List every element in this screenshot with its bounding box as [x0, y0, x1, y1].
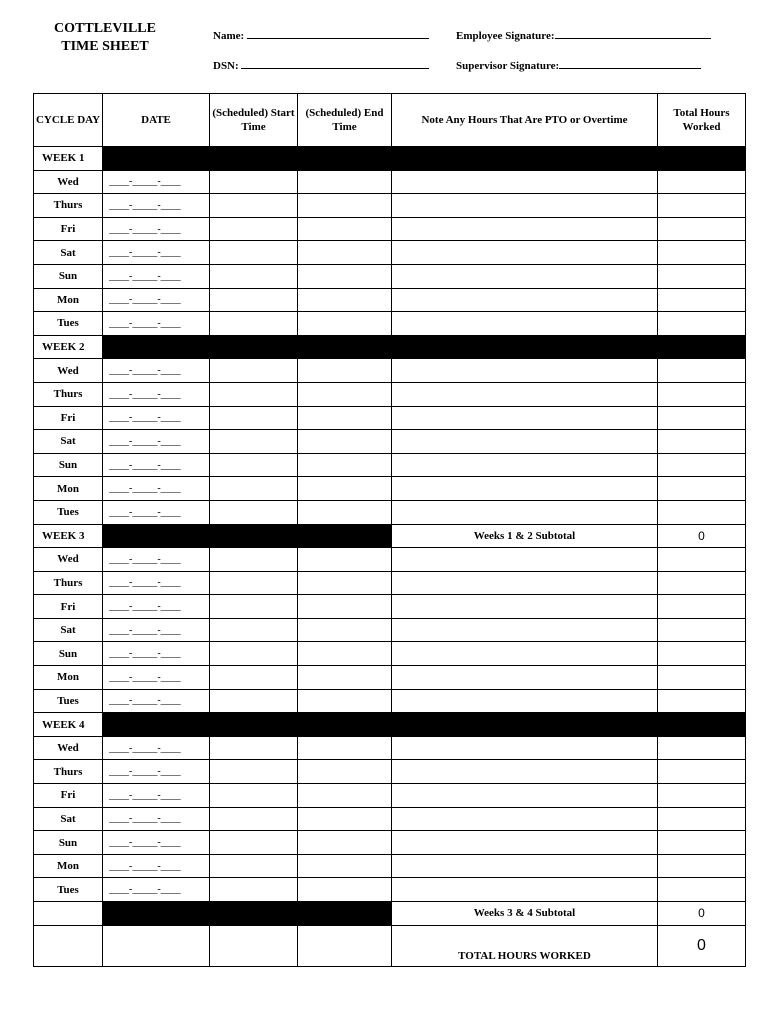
start-time-cell[interactable]: [210, 642, 298, 666]
week-bar: [103, 713, 746, 737]
day-label: Wed: [34, 170, 103, 194]
table-row: [34, 194, 746, 218]
employee-signature-line[interactable]: [555, 29, 711, 39]
end-time-cell[interactable]: [298, 288, 392, 312]
col-note: Note Any Hours That Are PTO or Overtime: [392, 94, 658, 147]
dsn-label: DSN:: [213, 60, 239, 72]
week-header-row: [34, 713, 746, 737]
date-field[interactable]: ____-_____-____: [103, 264, 210, 288]
total-hours-cell[interactable]: [658, 807, 746, 831]
table-row: [34, 878, 746, 902]
total-hours-cell[interactable]: [658, 217, 746, 241]
total-hours-cell[interactable]: [658, 595, 746, 619]
note-cell[interactable]: [392, 736, 658, 760]
table-row: [34, 548, 746, 572]
subtotal-label: Weeks 3 & 4 Subtotal: [392, 902, 658, 926]
start-time-cell[interactable]: [210, 689, 298, 713]
end-time-cell[interactable]: [298, 831, 392, 855]
note-cell[interactable]: [392, 571, 658, 595]
title-line-1: COTTLEVILLE: [54, 21, 156, 36]
date-field[interactable]: ____-_____-____: [103, 288, 210, 312]
note-cell[interactable]: [392, 194, 658, 218]
table-row: [34, 170, 746, 194]
empty-cell: [210, 925, 298, 966]
total-hours-cell[interactable]: [658, 288, 746, 312]
day-label: Tues: [34, 500, 103, 524]
end-time-cell[interactable]: [298, 264, 392, 288]
table-row: [34, 571, 746, 595]
date-field[interactable]: ____-_____-____: [103, 595, 210, 619]
end-time-cell[interactable]: [298, 406, 392, 430]
date-field[interactable]: ____-_____-____: [103, 807, 210, 831]
week-label: WEEK 3: [34, 524, 103, 548]
start-time-cell[interactable]: [210, 264, 298, 288]
end-time-cell[interactable]: [298, 477, 392, 501]
day-label: Thurs: [34, 382, 103, 406]
note-cell[interactable]: [392, 618, 658, 642]
start-time-cell[interactable]: [210, 807, 298, 831]
date-field[interactable]: ____-_____-____: [103, 666, 210, 690]
date-field[interactable]: ____-_____-____: [103, 760, 210, 784]
start-time-cell[interactable]: [210, 666, 298, 690]
date-field[interactable]: ____-_____-____: [103, 406, 210, 430]
day-label: Mon: [34, 854, 103, 878]
total-hours-cell[interactable]: [658, 264, 746, 288]
start-time-cell[interactable]: [210, 736, 298, 760]
start-time-cell[interactable]: [210, 854, 298, 878]
day-label: Thurs: [34, 194, 103, 218]
table-row: [34, 288, 746, 312]
start-time-cell[interactable]: [210, 241, 298, 265]
col-end-time: (Scheduled) End Time: [298, 94, 392, 147]
note-cell[interactable]: [392, 170, 658, 194]
note-cell[interactable]: [392, 689, 658, 713]
dsn-field[interactable]: [213, 59, 429, 72]
dsn-line[interactable]: [241, 59, 429, 69]
end-time-cell[interactable]: [298, 453, 392, 477]
date-field[interactable]: ____-_____-____: [103, 477, 210, 501]
start-time-cell[interactable]: [210, 194, 298, 218]
col-date: DATE: [103, 94, 210, 147]
week-label: WEEK 1: [34, 147, 103, 171]
day-label: Sat: [34, 807, 103, 831]
table-row: [34, 689, 746, 713]
table-row: [34, 241, 746, 265]
day-label: Tues: [34, 312, 103, 336]
table-row: [34, 312, 746, 336]
table-header: [34, 94, 746, 147]
table-row: [34, 831, 746, 855]
date-field[interactable]: ____-_____-____: [103, 831, 210, 855]
day-label: Wed: [34, 736, 103, 760]
total-hours-cell[interactable]: [658, 382, 746, 406]
end-time-cell[interactable]: [298, 642, 392, 666]
note-cell[interactable]: [392, 312, 658, 336]
table-row: [34, 382, 746, 406]
total-hours-cell[interactable]: [658, 453, 746, 477]
end-time-cell[interactable]: [298, 194, 392, 218]
subtotal-value: 0: [658, 524, 746, 548]
date-field[interactable]: ____-_____-____: [103, 312, 210, 336]
date-field[interactable]: ____-_____-____: [103, 241, 210, 265]
start-time-cell[interactable]: [210, 878, 298, 902]
empty-cell: [298, 925, 392, 966]
date-field[interactable]: ____-_____-____: [103, 453, 210, 477]
end-time-cell[interactable]: [298, 170, 392, 194]
total-hours-cell[interactable]: [658, 194, 746, 218]
note-cell[interactable]: [392, 760, 658, 784]
start-time-cell[interactable]: [210, 831, 298, 855]
day-label: Sat: [34, 430, 103, 454]
start-time-cell[interactable]: [210, 548, 298, 572]
page-title: [40, 20, 170, 56]
table-row: [34, 784, 746, 808]
date-field[interactable]: ____-_____-____: [103, 382, 210, 406]
date-field[interactable]: ____-_____-____: [103, 571, 210, 595]
day-label: Thurs: [34, 571, 103, 595]
start-time-cell[interactable]: [210, 477, 298, 501]
employee-signature-label: Employee Signature:: [456, 30, 555, 42]
start-time-cell[interactable]: [210, 359, 298, 383]
start-time-cell[interactable]: [210, 784, 298, 808]
day-label: Sat: [34, 241, 103, 265]
end-time-cell[interactable]: [298, 359, 392, 383]
empty-cell: [34, 902, 103, 926]
day-label: Mon: [34, 288, 103, 312]
week-label: WEEK 2: [34, 335, 103, 359]
end-time-cell[interactable]: [298, 382, 392, 406]
end-time-cell[interactable]: [298, 500, 392, 524]
total-hours-cell[interactable]: [658, 477, 746, 501]
end-time-cell[interactable]: [298, 807, 392, 831]
date-field[interactable]: ____-_____-____: [103, 618, 210, 642]
subtotal-label: Weeks 1 & 2 Subtotal: [392, 524, 658, 548]
end-time-cell[interactable]: [298, 666, 392, 690]
week-bar: [103, 524, 392, 548]
day-label: Fri: [34, 406, 103, 430]
day-label: Sun: [34, 453, 103, 477]
total-hours-cell[interactable]: [658, 642, 746, 666]
table-row: [34, 854, 746, 878]
end-time-cell[interactable]: [298, 760, 392, 784]
start-time-cell[interactable]: [210, 406, 298, 430]
total-hours-cell[interactable]: [658, 430, 746, 454]
empty-cell: [34, 925, 103, 966]
start-time-cell[interactable]: [210, 500, 298, 524]
subtotal-value: 0: [658, 902, 746, 926]
week-bar: [103, 335, 746, 359]
total-hours-cell[interactable]: [658, 312, 746, 336]
start-time-cell[interactable]: [210, 453, 298, 477]
total-hours-label: TOTAL HOURS WORKED: [392, 925, 658, 966]
start-time-cell[interactable]: [210, 288, 298, 312]
note-cell[interactable]: [392, 642, 658, 666]
week-header-row: [34, 524, 746, 548]
end-time-cell[interactable]: [298, 312, 392, 336]
date-field[interactable]: ____-_____-____: [103, 642, 210, 666]
note-cell[interactable]: [392, 359, 658, 383]
empty-cell: [103, 925, 210, 966]
note-cell[interactable]: [392, 666, 658, 690]
col-cycle-day: CYCLE DAY: [34, 94, 103, 147]
day-label: Mon: [34, 666, 103, 690]
note-cell[interactable]: [392, 288, 658, 312]
week-label: WEEK 4: [34, 713, 103, 737]
total-hours-cell[interactable]: [658, 878, 746, 902]
supervisor-signature-field[interactable]: [456, 59, 701, 72]
note-cell[interactable]: [392, 784, 658, 808]
date-field[interactable]: ____-_____-____: [103, 194, 210, 218]
table-row: [34, 595, 746, 619]
note-cell[interactable]: [392, 217, 658, 241]
start-time-cell[interactable]: [210, 595, 298, 619]
total-hours-cell[interactable]: [658, 784, 746, 808]
day-label: Wed: [34, 548, 103, 572]
note-cell[interactable]: [392, 453, 658, 477]
table-row: [34, 500, 746, 524]
day-label: Sun: [34, 642, 103, 666]
start-time-cell[interactable]: [210, 760, 298, 784]
total-hours-cell[interactable]: [658, 760, 746, 784]
total-hours-cell[interactable]: [658, 406, 746, 430]
end-time-cell[interactable]: [298, 430, 392, 454]
week-header-row: [34, 335, 746, 359]
table-row: [34, 760, 746, 784]
end-time-cell[interactable]: [298, 878, 392, 902]
note-cell[interactable]: [392, 264, 658, 288]
end-time-cell[interactable]: [298, 595, 392, 619]
date-field[interactable]: ____-_____-____: [103, 217, 210, 241]
total-hours-cell[interactable]: [658, 831, 746, 855]
supervisor-signature-label: Supervisor Signature:: [456, 60, 560, 72]
note-cell[interactable]: [392, 854, 658, 878]
date-field[interactable]: ____-_____-____: [103, 500, 210, 524]
table-row: [34, 477, 746, 501]
start-time-cell[interactable]: [210, 312, 298, 336]
total-hours-cell[interactable]: [658, 666, 746, 690]
note-cell[interactable]: [392, 807, 658, 831]
title-line-2: TIME SHEET: [61, 39, 149, 54]
table-row: [34, 736, 746, 760]
note-cell[interactable]: [392, 406, 658, 430]
total-row: [34, 925, 746, 966]
day-label: Fri: [34, 217, 103, 241]
date-field[interactable]: ____-_____-____: [103, 736, 210, 760]
day-label: Thurs: [34, 760, 103, 784]
day-label: Tues: [34, 689, 103, 713]
date-field[interactable]: ____-_____-____: [103, 548, 210, 572]
start-time-cell[interactable]: [210, 571, 298, 595]
end-time-cell[interactable]: [298, 689, 392, 713]
date-field[interactable]: ____-_____-____: [103, 689, 210, 713]
table-row: [34, 359, 746, 383]
date-field[interactable]: ____-_____-____: [103, 878, 210, 902]
date-field[interactable]: ____-_____-____: [103, 170, 210, 194]
start-time-cell[interactable]: [210, 618, 298, 642]
table-row: [34, 666, 746, 690]
note-cell[interactable]: [392, 430, 658, 454]
end-time-cell[interactable]: [298, 618, 392, 642]
note-cell[interactable]: [392, 878, 658, 902]
name-line[interactable]: [247, 29, 429, 39]
day-label: Sun: [34, 264, 103, 288]
end-time-cell[interactable]: [298, 854, 392, 878]
note-cell[interactable]: [392, 500, 658, 524]
total-hours-cell[interactable]: [658, 241, 746, 265]
table-row: [34, 642, 746, 666]
table-row: [34, 430, 746, 454]
table-row: [34, 217, 746, 241]
start-time-cell[interactable]: [210, 170, 298, 194]
start-time-cell[interactable]: [210, 430, 298, 454]
table-row: [34, 264, 746, 288]
note-cell[interactable]: [392, 382, 658, 406]
total-hours-cell[interactable]: [658, 618, 746, 642]
end-time-cell[interactable]: [298, 241, 392, 265]
timesheet-table: [33, 93, 746, 967]
start-time-cell[interactable]: [210, 382, 298, 406]
col-start-time: (Scheduled) Start Time: [210, 94, 298, 147]
note-cell[interactable]: [392, 477, 658, 501]
end-time-cell[interactable]: [298, 736, 392, 760]
table-row: [34, 453, 746, 477]
day-label: Fri: [34, 595, 103, 619]
date-field[interactable]: ____-_____-____: [103, 854, 210, 878]
note-cell[interactable]: [392, 548, 658, 572]
date-field[interactable]: ____-_____-____: [103, 784, 210, 808]
subtotal-row: [34, 902, 746, 926]
date-field[interactable]: ____-_____-____: [103, 430, 210, 454]
col-total-hours: Total Hours Worked: [658, 94, 746, 147]
table-row: [34, 406, 746, 430]
day-label: Tues: [34, 878, 103, 902]
table-row: [34, 618, 746, 642]
week-header-row: [34, 147, 746, 171]
total-hours-cell[interactable]: [658, 571, 746, 595]
employee-signature-field[interactable]: [456, 29, 711, 42]
total-hours-cell[interactable]: [658, 500, 746, 524]
day-label: Wed: [34, 359, 103, 383]
supervisor-signature-line[interactable]: [559, 59, 701, 69]
name-field[interactable]: [213, 29, 429, 42]
week-bar: [103, 147, 746, 171]
end-time-cell[interactable]: [298, 784, 392, 808]
total-hours-cell[interactable]: [658, 689, 746, 713]
note-cell[interactable]: [392, 831, 658, 855]
day-label: Mon: [34, 477, 103, 501]
total-hours-cell[interactable]: [658, 170, 746, 194]
end-time-cell[interactable]: [298, 548, 392, 572]
total-hours-cell[interactable]: [658, 736, 746, 760]
total-hours-cell[interactable]: [658, 359, 746, 383]
day-label: Sat: [34, 618, 103, 642]
subtotal-bar: [103, 902, 392, 926]
name-label: Name:: [213, 30, 245, 42]
total-hours-value: 0: [658, 925, 746, 966]
date-field[interactable]: ____-_____-____: [103, 359, 210, 383]
note-cell[interactable]: [392, 241, 658, 265]
day-label: Sun: [34, 831, 103, 855]
day-label: Fri: [34, 784, 103, 808]
table-row: [34, 807, 746, 831]
end-time-cell[interactable]: [298, 217, 392, 241]
start-time-cell[interactable]: [210, 217, 298, 241]
note-cell[interactable]: [392, 595, 658, 619]
total-hours-cell[interactable]: [658, 854, 746, 878]
total-hours-cell[interactable]: [658, 548, 746, 572]
end-time-cell[interactable]: [298, 571, 392, 595]
